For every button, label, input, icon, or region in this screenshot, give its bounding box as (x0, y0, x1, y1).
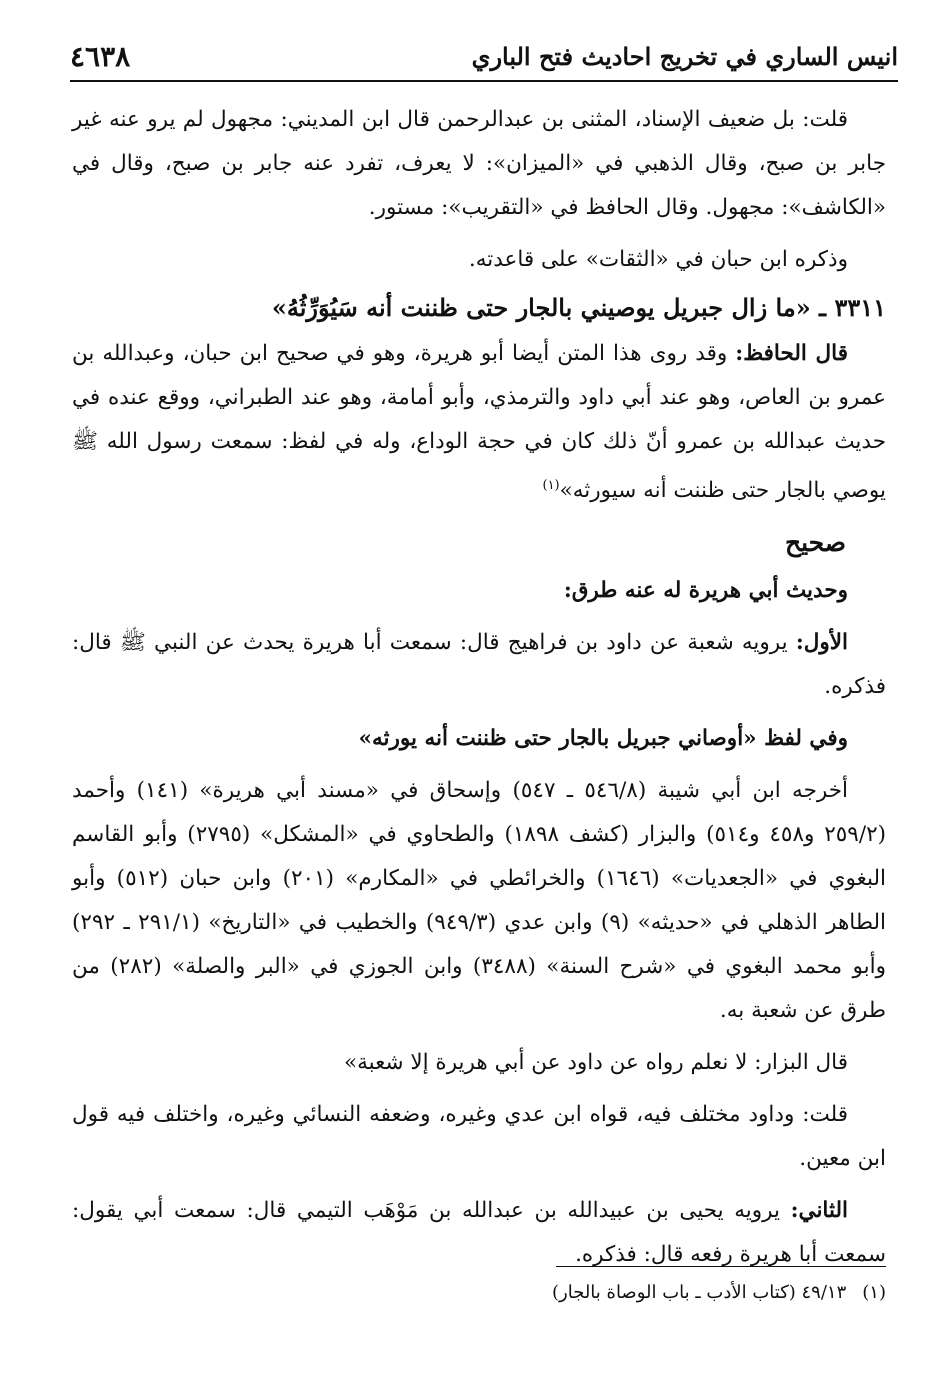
footnote (72, 1278, 886, 1308)
paragraph-qultu-1: قلت: بل ضعيف الإسناد، المثنى بن عبدالرحمن قال ابن المديني: مجهول لم يرو عنه غير جابر بن صبح، وقال الذهبي في «الميزان»: لا يعرف، تفرد عنه جابر بن صبح، وقال في «الكاشف»: مجهول. وقال الحافظ في «التقريب»: مستور. (72, 107, 886, 220)
first-text: يرويه شعبة عن داود بن فراهيج قال: سمعت أبا هريرة يحدث عن النبي ﷺ قال: فذكره. (72, 630, 886, 700)
second-text: يرويه يحيى بن عبيدالله بن عبدالله بن مَوْهَب التيمي قال: سمعت أبي يقول: سمعت أبا هريرة رفعه قال: فذكره. (72, 1198, 886, 1268)
paragraph-wording: وفي لفظ «أوصاني جبريل بالجار حتى ظننت أنه يورثه» (358, 726, 848, 752)
hafiz-label: قال الحافظ: (735, 341, 848, 366)
first-label: الأول: (795, 630, 848, 656)
paragraph-first-path (72, 621, 886, 709)
paragraph-hafiz (72, 332, 886, 513)
paragraph-ibn-hibban: وذكره ابن حبان في «الثقات» على قاعدته. (468, 247, 848, 272)
footnote-divider (556, 1266, 886, 1267)
page-number: ٤٦٣٨ (70, 40, 131, 73)
paragraph-qultu-2: قلت: وداود مختلف فيه، قواه ابن عدي وغيره، وضعفه النسائي وغيره، واختلف فيه قول ابن معين. (72, 1102, 886, 1172)
main-text (72, 98, 886, 1277)
paragraph-bazzar: قال البزار: لا نعلم رواه عن داود عن أبي هريرة إلا شعبة» (343, 1050, 848, 1076)
footnote-text: ٤٩/١٣ (كتاب الأدب ـ باب الوصاة بالجار) (552, 1282, 847, 1303)
hafiz-text: وقد روى هذا المتن أيضا أبو هريرة، وهو في صحيح ابن حبان، وعبدالله بن عمرو بن العاص، وهو عند أبي داود والترمذي، وأبو أمامة، وهو عند الطبراني، ووقع عنده في حديث عبدالله بن عمرو أنّ ذلك كان في حجة الوداع، وله في لفظ: سمعت رسول الله ﷺ يوصي بالجار حتى ظننت أنه سيورثه» (72, 341, 886, 504)
paragraph-takhrij: أخرجه ابن أبي شيبة (٥٤٦/٨ ـ ٥٤٧) وإسحاق في «مسند أبي هريرة» (١٤١) وأحمد (٢٥٩/٢ و٤٥٨ و٥١٤) والبزار (كشف ١٨٩٨) والطحاوي في «المشكل» (٢٧٩٥) وأبو القاسم البغوي في «الجعديات» (١٦٤٦) والخرائطي في «المكارم» (٢٠١) وابن حبان (٥١٢) وأبو الطاهر الذهلي في «حديثه» (٩) وابن عدي (٩٤٩/٣) والخطيب في «التاريخ» (٢٩١/١ ـ ٢٩٢) وأبو محمد البغوي في «شرح السنة» (٣٤٨٨) وابن الجوزي في «البر والصلة» (٢٨٢) من طرق عن شعبة به. (72, 778, 887, 1024)
footnote-mark: (١) (862, 1282, 886, 1303)
paragraph-second-path (72, 1189, 886, 1277)
second-label: الثاني: (790, 1198, 848, 1224)
footnote-ref: (١) (542, 478, 560, 493)
book-title: انيس الساري في تخريج احاديث فتح الباري (471, 42, 898, 71)
paths-intro: وحديث أبي هريرة له عنه طرق: (563, 578, 848, 604)
hadith-heading: ٣٣١١ ـ «ما زال جبريل يوصيني بالجار حتى ظننت أنه سَيُوَرِّثُهُ» (271, 293, 886, 322)
grade-label: صحيح (784, 528, 846, 558)
running-header (70, 40, 898, 82)
